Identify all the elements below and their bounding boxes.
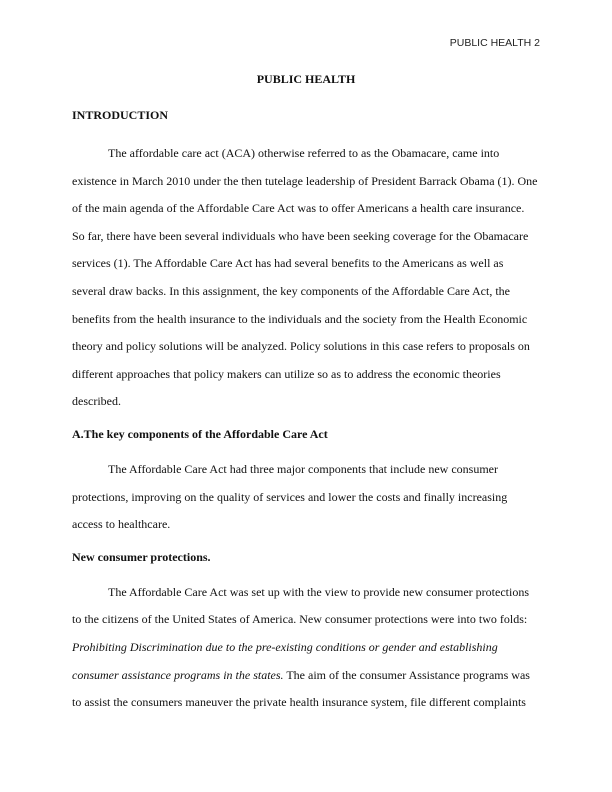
consumer-italic-text: Prohibiting Discrimination due to the pre-existing conditions or gender and establishing [72, 639, 498, 654]
consumer-protections-paragraph [72, 579, 540, 717]
consumer-italic-text: consumer assistance programs in the states. [72, 667, 284, 682]
section-a-heading: A.The key components of the Affordable Care Act [72, 426, 328, 441]
section-a-line: protections, improving on the quality of services and lower the costs and finally increasing [72, 489, 508, 504]
intro-line: described. [72, 394, 121, 409]
intro-line: The affordable care act (ACA) otherwise referred to as the Obamacare, came into [108, 146, 500, 160]
consumer-line [72, 662, 540, 690]
document-body [72, 71, 540, 717]
intro-line: existence in March 2010 under the then tutelage leadership of President Barrack Obama (1). One [72, 173, 538, 188]
intro-paragraph [72, 140, 540, 416]
section-a-paragraph [72, 456, 540, 539]
intro-line: theory and policy solutions will be analyzed. Policy solutions in this case refers to proposals on [72, 339, 530, 354]
consumer-line: The Affordable Care Act was set up with the view to provide new consumer protections [108, 584, 530, 599]
section-a-line: The Affordable Care Act had three major components that include new consumer [108, 461, 498, 476]
intro-line: services (1). The Affordable Care Act has had several benefits to the Americans as well as [72, 256, 504, 271]
consumer-line-rest: The aim of the consumer Assistance programs was [283, 667, 530, 682]
intro-line: benefits from the health insurance to the individuals and the society from the Health Economic [72, 311, 528, 326]
intro-heading: INTRODUCTION [72, 108, 169, 122]
page-title: PUBLIC HEALTH [256, 72, 356, 86]
consumer-line [72, 634, 540, 662]
intro-line: several draw backs. In this assignment, the key components of the Affordable Care Act, the [72, 283, 510, 298]
intro-line: of the main agenda of the Affordable Care Act was to offer Americans a health care insurance. [72, 201, 525, 216]
consumer-line: to the citizens of the United States of America. New consumer protections were into two folds: [72, 612, 528, 627]
intro-line: different approaches that policy makers can utilize so as to address the economic theories [72, 366, 501, 381]
running-head: PUBLIC HEALTH 2 [449, 37, 540, 49]
section-a-line: access to healthcare. [72, 517, 171, 532]
consumer-protections-heading: New consumer protections. [72, 549, 211, 564]
consumer-line: to assist the consumers maneuver the private health insurance system, file different complaints [72, 695, 526, 710]
intro-line: So far, there have been several individuals who have been seeking coverage for the Obamacare [72, 228, 529, 243]
